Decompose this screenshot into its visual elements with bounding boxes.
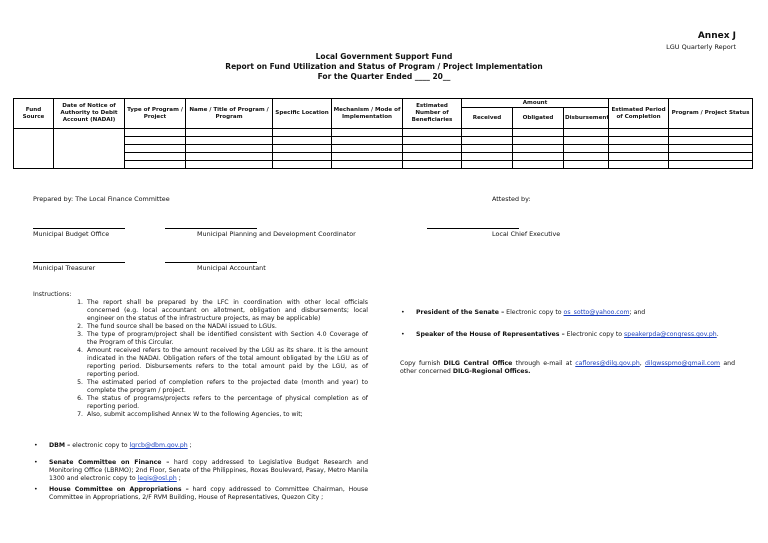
header-mechanism: Mechanism / Mode of Implementation xyxy=(332,99,403,129)
table-cell[interactable] xyxy=(513,145,564,153)
header-disbursement: Disbursement xyxy=(564,108,609,129)
dilg-gmail-link[interactable]: dilgwsspmo@gmail.com xyxy=(644,360,721,367)
table-cell[interactable] xyxy=(186,161,273,169)
table-cell[interactable] xyxy=(564,161,609,169)
header-obligated: Obligated xyxy=(513,108,564,129)
agency-text: Electronic copy to xyxy=(564,331,625,338)
table-cell[interactable] xyxy=(609,129,669,137)
agency-text: electronic copy to xyxy=(70,442,130,449)
agency-text: . xyxy=(716,331,719,338)
senate-email-link[interactable]: legis@osl.ph xyxy=(137,475,177,482)
table-cell[interactable] xyxy=(403,129,462,137)
signature-line xyxy=(33,228,125,229)
table-cell[interactable] xyxy=(669,153,753,161)
dbm-email-link[interactable]: lgrcb@dbm.gov.ph xyxy=(129,442,188,449)
table-cell[interactable] xyxy=(125,129,186,137)
chief-executive-label: Local Chief Executive xyxy=(492,230,561,238)
annex-title: Annex J xyxy=(697,31,736,41)
speaker-email-link[interactable]: speakerpda@congress.gov.ph xyxy=(624,331,717,338)
agency-text: hard copy addressed to Committee Chairman, House Committee in Appropriations, 2/F RVM Building, House of Representatives, Quezon City ; xyxy=(49,486,368,501)
list-item: 1. The report shall be prepared by the LFC in coordination with other local officials concerned (e.g. local accountant on allotment, obligation and disbursements; local engineer on the status of the infrastructure projects, as may be applicable) xyxy=(85,299,368,323)
signature-line xyxy=(33,262,125,263)
table-cell[interactable] xyxy=(273,137,332,145)
table-row xyxy=(14,137,753,145)
treasurer-label: Municipal Treasurer xyxy=(33,264,96,272)
header-completion: Estimated Period of Completion xyxy=(609,99,669,129)
table-cell[interactable] xyxy=(125,145,186,153)
copy-regional-offices: DILG-Regional Offices. xyxy=(452,368,531,375)
annex-subtitle: LGU Quarterly Report xyxy=(666,43,736,51)
table-cell[interactable] xyxy=(403,161,462,169)
table-cell[interactable] xyxy=(273,145,332,153)
bullet-icon: • xyxy=(34,459,38,466)
table-cell[interactable] xyxy=(186,145,273,153)
report-title-fund: Local Government Support Fund xyxy=(315,52,453,61)
table-cell[interactable] xyxy=(669,145,753,153)
table-cell[interactable] xyxy=(609,137,669,145)
table-cell[interactable] xyxy=(125,137,186,145)
copy-furnish xyxy=(400,360,735,376)
president-email-link[interactable]: os_sotto@yahoo.com xyxy=(563,309,630,316)
agency-text: hard copy addressed to Legislative Budget Research and Monitoring Office (LBRMO); 2nd Floor, Senate of the Philippines, Roxas Boulevard, Pasay, Metro Manila 1300 and electronic copy to xyxy=(49,459,368,482)
list-item: 7. Also, submit accomplished Annex W to the following Agencies, to wit; xyxy=(85,411,368,419)
table-cell[interactable] xyxy=(564,137,609,145)
agency-name: House Committee on Appropriations – xyxy=(49,486,189,493)
header-date-notice: Date of Notice of Authority to Debit Account (NADAI) xyxy=(54,99,125,129)
copy-text: through e-mail at xyxy=(512,360,576,367)
table-cell[interactable] xyxy=(273,153,332,161)
agency-senate-committee xyxy=(34,459,368,483)
list-item: 5. The estimated period of completion refers to the projected date (month and year) to complete the program / project. xyxy=(85,379,368,395)
copy-text: , xyxy=(639,360,645,367)
planning-coordinator-label: Municipal Planning and Development Coordinator xyxy=(197,230,356,238)
list-item: 6. The status of programs/projects refers to the percentage of physical completion as of reporting period. xyxy=(85,395,368,411)
table-cell[interactable] xyxy=(609,145,669,153)
header-received: Received xyxy=(462,108,513,129)
report-title-main: Report on Fund Utilization and Status of Program / Project Implementation xyxy=(225,62,543,71)
bullet-icon: • xyxy=(401,331,405,338)
table-cell[interactable] xyxy=(186,137,273,145)
instructions-heading: Instructions: xyxy=(33,291,72,298)
table-cell[interactable] xyxy=(332,153,403,161)
signature-line xyxy=(165,228,257,229)
agency-name: Speaker of the House of Representatives – xyxy=(416,331,565,338)
table-row xyxy=(14,129,753,137)
agency-text: Electronic copy to xyxy=(504,309,564,316)
bullet-icon: • xyxy=(401,309,405,316)
report-table xyxy=(13,98,753,169)
table-cell[interactable] xyxy=(332,145,403,153)
table-cell[interactable] xyxy=(403,145,462,153)
report-title-quarter: For the Quarter Ended ____ 20__ xyxy=(317,72,451,81)
signature-line xyxy=(427,228,519,229)
table-cell[interactable] xyxy=(273,129,332,137)
table-cell[interactable] xyxy=(564,145,609,153)
agency-dbm xyxy=(34,442,368,450)
bullet-icon: • xyxy=(34,442,38,449)
table-cell[interactable] xyxy=(564,129,609,137)
agency-name: Senate Committee on Finance – xyxy=(49,459,170,466)
table-cell[interactable] xyxy=(125,161,186,169)
table-cell[interactable] xyxy=(609,153,669,161)
agency-text: ; xyxy=(176,475,181,482)
copy-office: DILG Central Office xyxy=(443,360,513,367)
agency-name: DBM – xyxy=(49,442,71,449)
table-cell[interactable] xyxy=(332,137,403,145)
table-cell[interactable] xyxy=(54,129,125,169)
bullet-icon: • xyxy=(34,486,38,493)
agency-text: ; xyxy=(187,442,192,449)
table-cell[interactable] xyxy=(564,153,609,161)
table-cell[interactable] xyxy=(403,153,462,161)
table-cell[interactable] xyxy=(513,137,564,145)
table-cell[interactable] xyxy=(462,137,513,145)
copy-text: and other concerned xyxy=(400,360,735,375)
header-amount: Amount xyxy=(462,99,609,108)
dilg-email-link[interactable]: caflores@dilg.gov.ph xyxy=(575,360,640,367)
signature-line xyxy=(165,262,257,263)
header-location: Specific Location xyxy=(273,99,332,129)
table-cell[interactable] xyxy=(462,153,513,161)
table-cell[interactable] xyxy=(125,153,186,161)
table-cell[interactable] xyxy=(669,129,753,137)
table-cell[interactable] xyxy=(332,161,403,169)
table-cell[interactable] xyxy=(669,161,753,169)
header-fund-source: Fund Source xyxy=(14,99,54,129)
instructions-list xyxy=(33,299,368,419)
list-item: 3. The type of program/project shall be identified consistent with Section 4.0 Coverage of the Program of this Circular. xyxy=(85,331,368,347)
table-cell[interactable] xyxy=(186,153,273,161)
table-cell[interactable] xyxy=(332,129,403,137)
table-cell[interactable] xyxy=(14,129,54,169)
header-type: Type of Program / Project xyxy=(125,99,186,129)
table-row xyxy=(14,145,753,153)
prepared-by: Prepared by: The Local Finance Committee xyxy=(33,195,170,203)
table-cell[interactable] xyxy=(462,145,513,153)
instructions xyxy=(33,291,368,419)
table-cell[interactable] xyxy=(669,137,753,145)
table-cell[interactable] xyxy=(513,129,564,137)
agency-senate-president xyxy=(401,309,735,317)
table-row xyxy=(14,153,753,161)
header-name: Name / Title of Program / Program xyxy=(186,99,273,129)
list-item: 2. The fund source shall be based on the NADAI issued to LGUs. xyxy=(85,323,368,331)
accountant-label: Municipal Accountant xyxy=(197,264,266,272)
table-cell[interactable] xyxy=(609,161,669,169)
agency-text: ; and xyxy=(629,309,646,316)
agency-house-committee xyxy=(34,486,368,502)
list-item: 4. Amount received refers to the amount received by the LGU as its share. It is the amount indicated in the NADAI. Obligation refers of the total amount obligated by the LGU as of reporting period. Disbursements refers to the total amount paid by the LGU, as of reporting period. xyxy=(85,347,368,379)
attested-by: Attested by: xyxy=(492,195,531,203)
table-cell[interactable] xyxy=(513,153,564,161)
table-cell[interactable] xyxy=(462,129,513,137)
table-row xyxy=(14,161,753,169)
table-cell[interactable] xyxy=(462,161,513,169)
budget-officer-label: Municipal Budget Office xyxy=(33,230,110,238)
table-cell[interactable] xyxy=(403,137,462,145)
table-cell[interactable] xyxy=(186,129,273,137)
table-cell[interactable] xyxy=(513,161,564,169)
header-beneficiaries: Estimated Number of Beneficiaries xyxy=(403,99,462,129)
header-status: Program / Project Status xyxy=(669,99,753,129)
agency-name: President of the Senate – xyxy=(416,309,505,316)
agency-house-speaker xyxy=(401,331,735,339)
table-cell[interactable] xyxy=(273,161,332,169)
report-titles xyxy=(0,52,768,82)
copy-text: Copy furnish xyxy=(400,360,444,367)
